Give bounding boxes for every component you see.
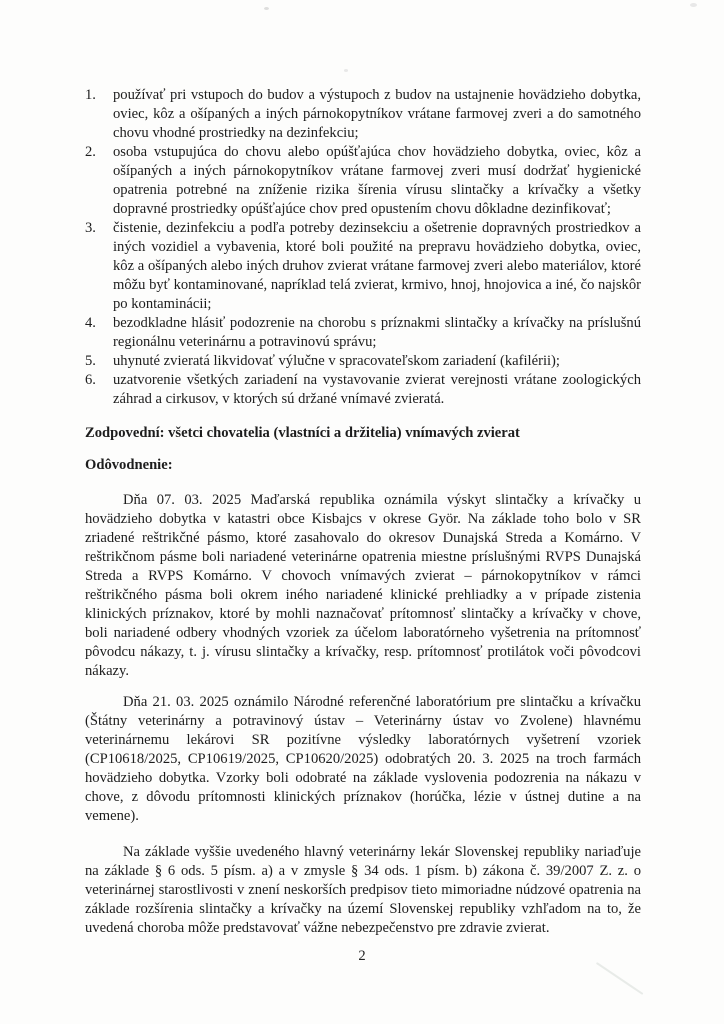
list-item-text: bezodkladne hlásiť podozrenie na chorobu s príznakmi slintačky a krívačky na príslušnú regionálnu veterinárnu a potravinovú správu; <box>113 315 641 350</box>
scan-artifact <box>690 3 697 7</box>
list-item-text: osoba vstupujúca do chovu alebo opúšťajúca chov hovädzieho dobytka, oviec, kôz a ošípaných a iných párnokopytníkov vrátane farmovej zveri musí dodržať hygienické opatrenia potrebné na zníženie rizika šírenia vírusu slintačky a krívačky a všetky dopravné prostriedky opúšťajúce chov pred opustením chovu dôkladne dezinfikovať; <box>113 144 641 217</box>
list-item-text: uhynuté zvieratá likvidovať výlučne v spracovateľskom zariadení (kafilérii); <box>113 353 560 369</box>
list-item-number: 1. <box>85 87 96 103</box>
list-item-number: 4. <box>85 315 96 331</box>
page-number: 2 <box>358 948 366 964</box>
justification-paragraph-1: Dňa 07. 03. 2025 Maďarská republika oznámila výskyt slintačky a krívačky u hovädzieho dobytka v katastri obce Kisbajcs v okrese Györ. Na základe toho bolo v SR zriadené reštrikčné pásmo, ktoré zasahovalo do okresov Dunajská Streda a Komárno. V reštrikčnom pásme boli nariadené veterinárne opatrenia miestne príslušnými RVPS Dunajská Streda a RVPS Komárno. V chovoch vnímavých zvierat – párnokopytníkov v rámci reštrikčného pásma boli okrem iného nariadené klinické prehliadky a v prípade zistenia klinických príznakov, ktoré by mohli naznačovať prítomnosť slintačky a krívačky v chove, boli nariadené odbery vhodných vzoriek za účelom laboratórneho vyšetrenia na prítomnosť pôvodcu nákazy, t. j. vírusu slintačky a krívačky, resp. prítomnosť protilátok voči pôvodcovi nákazy. <box>85 492 641 679</box>
list-item <box>85 371 641 409</box>
list-item-text: uzatvorenie všetkých zariadení na vystavovanie zvierat verejnosti vrátane zoologických záhrad a cirkusov, v ktorých sú držané vnímavé zvieratá. <box>113 372 641 407</box>
document-body <box>85 86 641 938</box>
list-item <box>85 352 641 371</box>
list-item <box>85 143 641 219</box>
scan-artifact <box>264 7 269 10</box>
list-item-number: 3. <box>85 220 96 236</box>
list-item-number: 6. <box>85 372 96 388</box>
list-item-number: 5. <box>85 353 96 369</box>
justification-heading: Odôvodnenie: <box>85 457 173 473</box>
responsible-parties-heading: Zodpovední: všetci chovatelia (vlastníci a držitelia) vnímavých zvierat <box>85 425 520 441</box>
list-item-number: 2. <box>85 144 96 160</box>
justification-paragraph-2: Dňa 21. 03. 2025 oznámilo Národné referenčné laboratórium pre slintačku a krívačku (Štátny veterinárny a potravinový ústav – Veterinárny ústav vo Zvolene) hlavnému veterinárnemu lekárovi SR pozitívne výsledky laboratórnych vyšetrení vzoriek (CP10618/2025, CP10619/2025, CP10620/2025) odobratých 20. 3. 2025 na troch farmách hovädzieho dobytka. Vzorky boli odobraté na základe vyslovenia podozrenia na nákazu v chove, z dôvodu prítomnosti klinických príznakov (horúčka, lézie v ústnej dutine a na vemene). <box>85 694 641 824</box>
list-item-text: používať pri vstupoch do budov a výstupoch z budov na ustajnenie hovädzieho dobytka, oviec, kôz a ošípaných a iných párnokopytníkov vrátane farmovej zveri a do samotného chovu vhodné prostriedky na dezinfekciu; <box>113 87 641 141</box>
list-item <box>85 219 641 314</box>
justification-paragraph-3: Na základe vyššie uvedeného hlavný veterinárny lekár Slovenskej republiky nariaďuje na základe § 6 ods. 5 písm. a) a v zmysle § 34 ods. 1 písm. b) zákona č. 39/2007 Z. z. o veterinárnej starostlivosti v znení neskorších predpisov tieto mimoriadne núdzové opatrenia na základe rozšírenia slintačky a krívačky na území Slovenskej republiky vzhľadom na to, že uvedená choroba môže predstavovať vážne nebezpečenstvo pre zdravie zvierat. <box>85 844 641 936</box>
pen-mark-artifact <box>596 962 644 995</box>
ordered-list <box>85 86 641 409</box>
list-item <box>85 314 641 352</box>
list-item <box>85 86 641 143</box>
scan-artifact <box>344 69 348 72</box>
list-item-text: čistenie, dezinfekciu a podľa potreby dezinsekciu a ošetrenie dopravných prostriedkov a iných vozidiel a vybavenia, ktoré boli použité na prepravu hovädzieho dobytka, oviec, kôz a ošípaných alebo iných druhov zvierat vrátane farmovej zveri alebo materiálov, ktoré môžu byť kontaminované, napríklad telá zvierat, krmivo, hnoj, hnojovica a iné, čo najskôr po kontaminácii; <box>113 220 641 312</box>
